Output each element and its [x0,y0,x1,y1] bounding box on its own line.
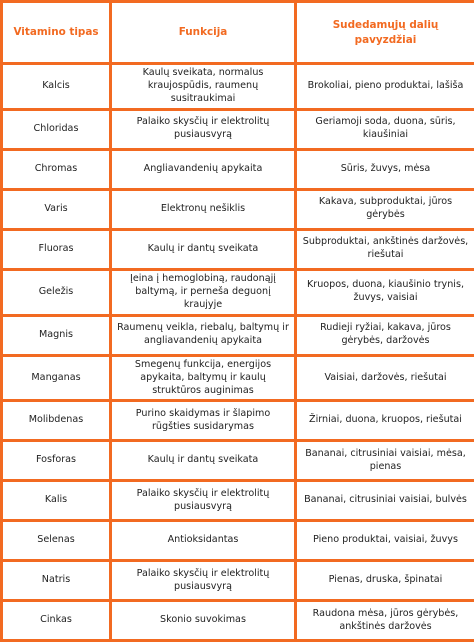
cell-function: Įeina į hemoglobiną, raudonąjį baltymą, ir perneša deguonį kraujyje [112,271,294,314]
cell-type: Chloridas [3,111,109,148]
cell-examples: Bananai, citrusiniai vaisiai, mėsa, pienas [297,442,474,479]
cell-examples: Žirniai, duona, kruopos, riešutai [297,402,474,439]
table-row [3,231,474,268]
cell-function: Kaulų ir dantų sveikata [112,231,294,268]
cell-examples: Bananai, citrusiniai vaisiai, bulvės [297,482,474,519]
table-row [3,65,474,108]
cell-function: Angliavandenių apykaita [112,151,294,188]
header-row [3,3,474,62]
cell-examples: Pienas, druska, špinatai [297,562,474,599]
table-row [3,317,474,354]
cell-function: Raumenų veikla, riebalų, baltymų ir angliavandenių apykaita [112,317,294,354]
cell-type: Geležis [3,271,109,314]
cell-function: Palaiko skysčių ir elektrolitų pusiausvyrą [112,482,294,519]
cell-function: Kaulų sveikata, normalus kraujospūdis, raumenų susitraukimai [112,65,294,108]
table-row [3,602,474,639]
cell-examples: Vaisiai, daržovės, riešutai [297,357,474,400]
cell-examples: Geriamoji soda, duona, sūris, kiaušiniai [297,111,474,148]
table-row [3,482,474,519]
cell-type: Cinkas [3,602,109,639]
table-row [3,442,474,479]
cell-function: Palaiko skysčių ir elektrolitų pusiausvyrą [112,562,294,599]
table-row [3,402,474,439]
header-type: Vitamino tipas [3,3,109,62]
cell-function: Palaiko skysčių ir elektrolitų pusiausvyrą [112,111,294,148]
cell-type: Selenas [3,522,109,559]
cell-examples: Brokoliai, pieno produktai, lašiša [297,65,474,108]
cell-type: Kalis [3,482,109,519]
cell-type: Varis [3,191,109,228]
cell-type: Kalcis [3,65,109,108]
cell-examples: Pieno produktai, vaisiai, žuvys [297,522,474,559]
cell-examples: Sūris, žuvys, mėsa [297,151,474,188]
table-row [3,191,474,228]
cell-type: Magnis [3,317,109,354]
cell-type: Chromas [3,151,109,188]
cell-examples: Kakava, subproduktai, jūros gėrybės [297,191,474,228]
cell-examples: Raudona mėsa, jūros gėrybės, ankštinės daržovės [297,602,474,639]
table-row [3,151,474,188]
table-row [3,562,474,599]
cell-function: Purino skaidymas ir šlapimo rūgšties susidarymas [112,402,294,439]
cell-function: Antioksidantas [112,522,294,559]
cell-type: Fluoras [3,231,109,268]
cell-examples: Kruopos, duona, kiaušinio trynis, žuvys, vaisiai [297,271,474,314]
table-body [3,65,474,639]
table-row [3,522,474,559]
cell-type: Fosforas [3,442,109,479]
cell-function: Elektronų nešiklis [112,191,294,228]
header-function: Funkcija [112,3,294,62]
cell-function: Smegenų funkcija, energijos apykaita, baltymų ir kaulų struktūros auginimas [112,357,294,400]
table-row [3,271,474,314]
cell-type: Molibdenas [3,402,109,439]
table-row [3,357,474,400]
cell-examples: Subproduktai, ankštinės daržovės, riešutai [297,231,474,268]
cell-type: Natris [3,562,109,599]
table-row [3,111,474,148]
cell-function: Skonio suvokimas [112,602,294,639]
cell-function: Kaulų ir dantų sveikata [112,442,294,479]
header-examples: Sudedamųjų dalių pavyzdžiai [297,3,474,62]
cell-examples: Rudieji ryžiai, kakava, jūros gėrybės, daržovės [297,317,474,354]
cell-type: Manganas [3,357,109,400]
